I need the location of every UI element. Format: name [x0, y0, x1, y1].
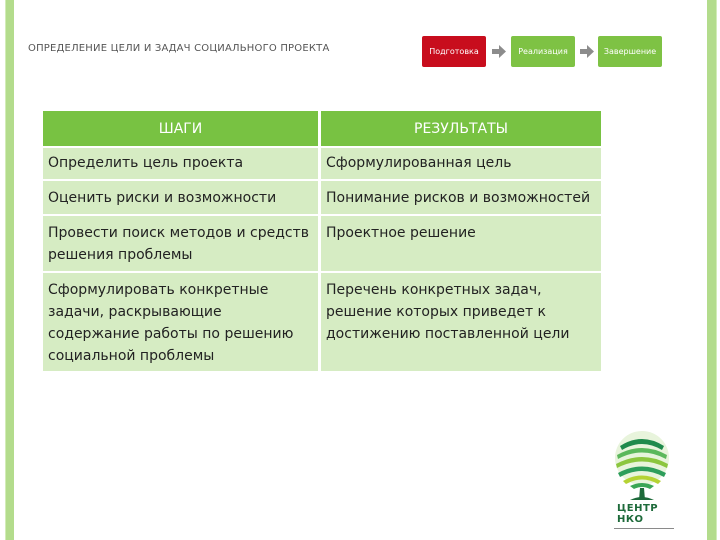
step-cell: Оценить риски и возможности [43, 179, 321, 214]
table-row [43, 214, 601, 271]
result-cell: Сформулированная цель [321, 146, 601, 179]
slide-title: ОПРЕДЕЛЕНИЕ ЦЕЛИ И ЗАДАЧ СОЦИАЛЬНОГО ПРОЕКТА [28, 43, 330, 54]
left-frame-border [5, 0, 14, 540]
header-steps: ШАГИ [43, 111, 321, 146]
step-cell: Определить цель проекта [43, 146, 321, 179]
stage-implementation[interactable]: Реализация [511, 36, 575, 67]
right-frame-border [707, 0, 717, 540]
step-cell: Сформулировать конкретные задачи, раскрывающие содержание работы по решению социальной проблемы [43, 271, 321, 371]
table-row [43, 179, 601, 214]
result-cell: Проектное решение [321, 214, 601, 271]
result-cell: Перечень конкретных задач, решение которых приведет к достижению поставленной цели [321, 271, 601, 371]
logo-divider [614, 528, 674, 529]
stage-completion[interactable]: Завершение [598, 36, 662, 67]
step-cell: Провести поиск методов и средств решения проблемы [43, 214, 321, 271]
steps-results-table [43, 111, 601, 371]
table-row [43, 146, 601, 179]
table-row [43, 271, 601, 371]
logo-text-line2: НКО [617, 514, 644, 525]
logo-text-line1: ЦЕНТР [617, 503, 659, 514]
table-header-row [43, 111, 601, 146]
result-cell: Понимание рисков и возможностей [321, 179, 601, 214]
arrow-right-icon [492, 45, 506, 58]
stage-preparation[interactable]: Подготовка [422, 36, 486, 67]
header-results: РЕЗУЛЬТАТЫ [321, 111, 601, 146]
arrow-right-icon [580, 45, 594, 58]
